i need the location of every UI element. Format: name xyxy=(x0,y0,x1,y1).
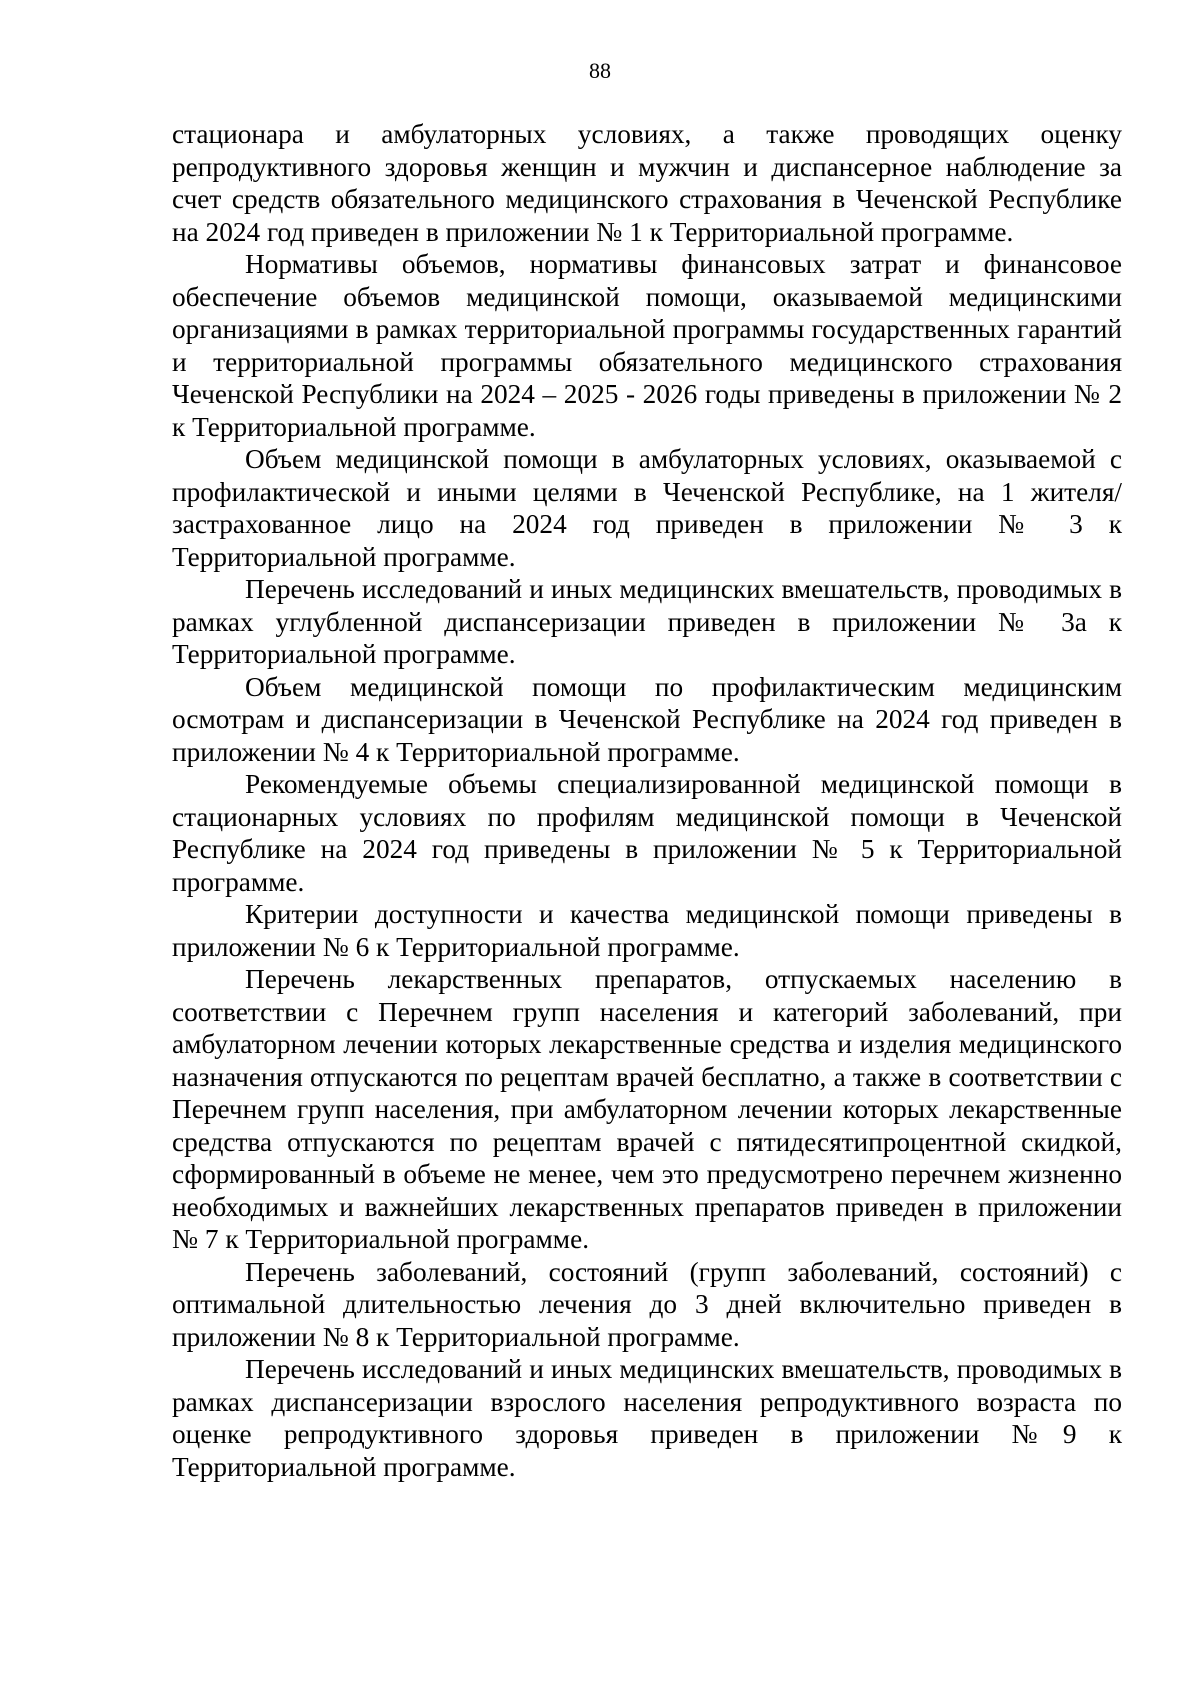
paragraph: Объем медицинской помощи по профилактическим медицинским осмотрам и диспансеризации в Чеченской Республике на 2024 год приведен в приложении № 4 к Территориальной программе. xyxy=(172,671,1122,767)
paragraph: Перечень исследований и иных медицинских вмешательств, проводимых в рамках углубленной диспансеризации приведен в приложении № 3а к Территориальной программе. xyxy=(172,574,1122,669)
document-body xyxy=(172,118,1122,1483)
paragraph: Перечень заболеваний, состояний (групп заболеваний, состояний) с оптимальной длительностью лечения до 3 дней включительно приведен в приложении № 8 к Территориальной программе. xyxy=(172,1256,1122,1352)
paragraph: Критерии доступности и качества медицинской помощи приведены в приложении № 6 к Территориальной программе. xyxy=(172,899,1122,962)
paragraph-continuation: стационара и амбулаторных условиях, а также проводящих оценку репродуктивного здоровья женщин и мужчин и диспансерное наблюдение за счет средств обязательного медицинского страхования в Чеченской Республике на 2024 год приведен в приложении № 1 к Территориальной программе. xyxy=(172,119,1122,247)
paragraph: Объем медицинской помощи в амбулаторных условиях, оказываемой с профилактической и иными целями в Чеченской Республике, на 1 жителя/застрахованное лицо на 2024 год приведен в приложении № 3 к Территориальной программе. xyxy=(172,444,1122,572)
paragraph: Нормативы объемов, нормативы финансовых затрат и финансовое обеспечение объемов медицинской помощи, оказываемой медицинскими организациями в рамках территориальной программы государственных гарантий и территориальной программы обязательного медицинского страхования Чеченской Республики на 2024 – 2025 - 2026 годы приведены в приложении № 2 к Территориальной программе. xyxy=(172,249,1122,442)
paragraph: Перечень лекарственных препаратов, отпускаемых населению в соответствии с Перечнем групп населения и категорий заболеваний, при амбулаторном лечении которых лекарственные средства и изделия медицинского назначения отпускаются по рецептам врачей бесплатно, а также в соответствии с Перечнем групп населения, при амбулаторном лечении которых лекарственные средства отпускаются по рецептам врачей с пятидесятипроцентной скидкой, сформированный в объеме не менее, чем это предусмотрено перечнем жизненно необходимых и важнейших лекарственных препаратов приведен в приложении № 7 к Территориальной программе. xyxy=(172,964,1122,1254)
page-number: 88 xyxy=(589,58,611,83)
paragraph: Рекомендуемые объемы специализированной медицинской помощи в стационарных условиях по профилям медицинской помощи в Чеченской Республике на 2024 год приведены в приложении № 5 к Территориальной программе. xyxy=(172,769,1122,897)
paragraph: Перечень исследований и иных медицинских вмешательств, проводимых в рамках диспансеризации взрослого населения репродуктивного возраста по оценке репродуктивного здоровья приведен в приложении №9 к Территориальной программе. xyxy=(172,1354,1122,1482)
